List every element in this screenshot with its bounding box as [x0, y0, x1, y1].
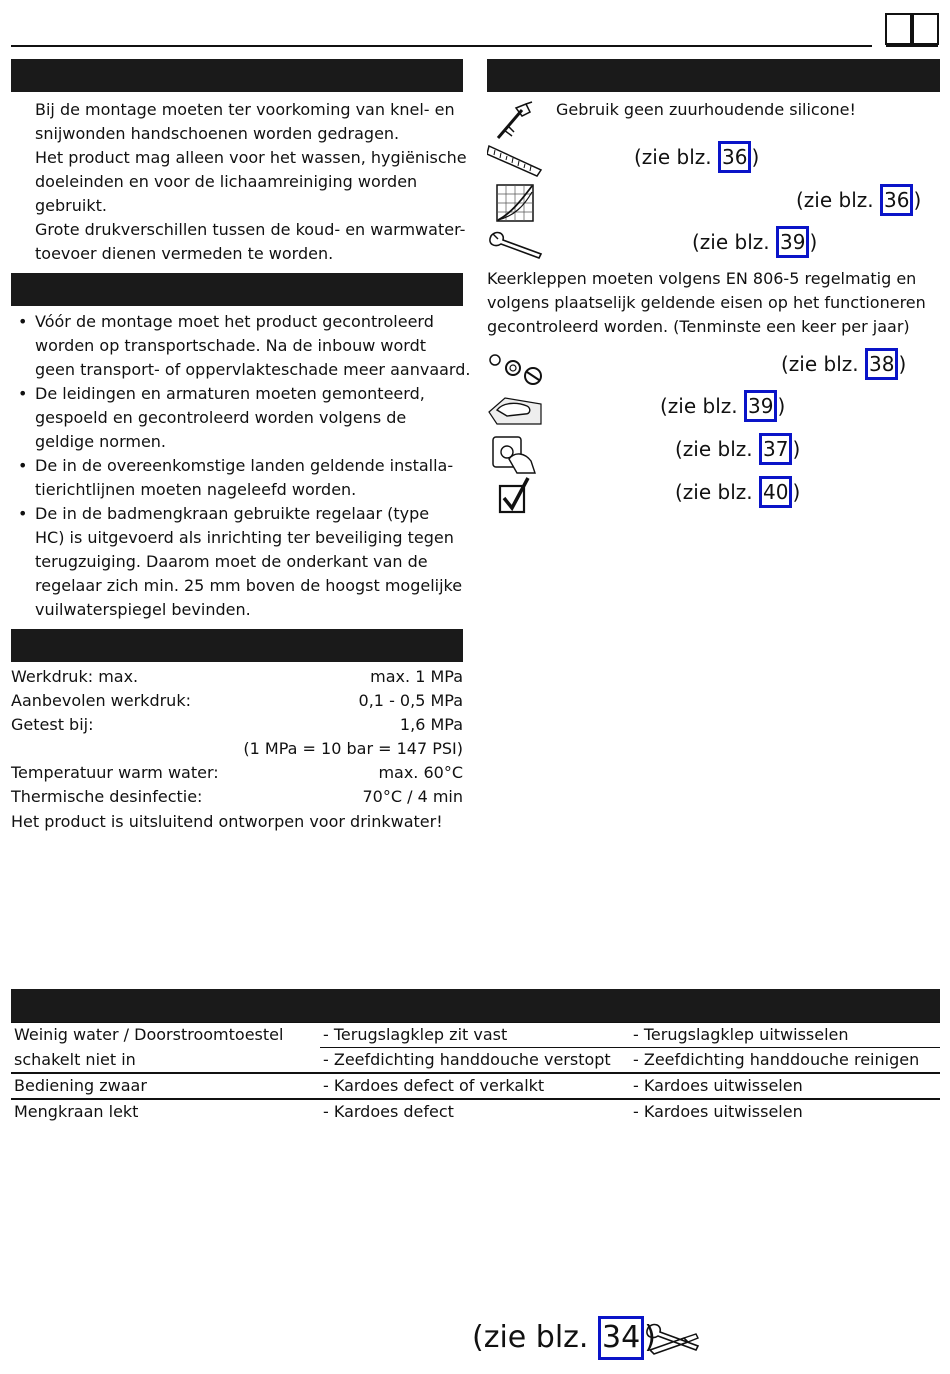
problem-cell: Mengkraan lekt: [14, 1102, 139, 1121]
troubleshooting-table: [11, 1022, 940, 1124]
problem-cell: schakelt niet in: [14, 1049, 136, 1069]
footer-page-ref[interactable]: (zie blz. 34 ): [472, 1316, 656, 1360]
page-ref-wrench[interactable]: (zie blz. 39 ): [692, 226, 817, 258]
bullet-item: • Vóór de montage moet het product gecontroleerd worden op transportschade. Na de inbouw wordt geen transport- of oppervlakteschade meer aanvaard.: [18, 310, 468, 382]
section-header-safety: [11, 59, 463, 92]
page-ref-operation[interactable]: (zie blz. 37 ): [675, 433, 800, 465]
cause-cell: - Kardoes defect: [323, 1102, 454, 1121]
table-row: [11, 1073, 940, 1099]
section-header-technical-data: [11, 629, 463, 662]
page-ref-ruler[interactable]: (zie blz. 36 ): [634, 141, 759, 173]
spare-parts-icon: [487, 350, 545, 388]
bullet-item: • De leidingen en armaturen moeten gemonteerd, gespoeld en gecontroleerd worden volgens de geldige normen.: [18, 382, 468, 454]
safety-text: Bij de montage moeten ter voorkoming van knel- en snijwonden handschoenen worden gedragen. Het product mag alleen voor het wassen, hygiënische doeleinden en voor de lichaamreiniging worden gebruikt. Grote drukverschillen tussen de koud- en warmwater- toevoer dienen vermeden te worden.: [35, 100, 467, 263]
open-book-icon: [884, 10, 940, 48]
page-ref-flow-diagram[interactable]: (zie blz. 36 ): [796, 184, 921, 216]
section-header-mounting-instructions: [487, 59, 940, 92]
spec-row: Temperatuur warm water: max. 60°C: [11, 763, 463, 782]
cause-cell: - Kardoes defect of verkalkt: [323, 1076, 545, 1095]
silicone-gun-icon: [492, 100, 536, 142]
problem-cell: Bediening zwaar: [14, 1076, 147, 1095]
spec-row: (1 MPa = 10 bar = 147 PSI): [243, 739, 463, 758]
header-rule: [11, 45, 872, 47]
silicone-warning: Gebruik geen zuurhoudende silicone!: [556, 100, 856, 119]
table-row: [11, 1099, 940, 1124]
flow-diagram-icon: [496, 184, 534, 222]
table-row: [11, 1048, 940, 1074]
remedy-cell: - Kardoes uitwisselen: [633, 1076, 803, 1095]
remedy-cell: - Zeefdichting handdouche reinigen: [630, 1048, 940, 1074]
measuring-ruler-icon: [487, 142, 543, 178]
spec-row: Getest bij: 1,6 MPa: [11, 715, 463, 734]
cleaning-hand-icon: [487, 390, 545, 428]
table-row: [11, 1023, 940, 1048]
tools-icon: [644, 1320, 702, 1358]
drinking-water-note: Het product is uitsluitend ontworpen voor drinkwater!: [11, 812, 443, 831]
bullet-item: • De in de overeenkomstige landen geldende installa- tierichtlijnen moeten nageleefd worden.: [18, 454, 468, 502]
spec-row: Aanbevolen werkdruk: 0,1 - 0,5 MPa: [11, 691, 463, 710]
bullet-item: • De in de badmengkraan gebruikte regelaar (type HC) is uitgevoerd als inrichting ter beveiliging tegen terugzuiging. Daarom moet de onderkant van de regelaar zich min. 25 mm boven de hoogst mogelijke vuilwaterspiegel bevinden.: [18, 502, 468, 622]
section-header-mounting-notes: [11, 273, 463, 306]
operating-hand-icon: [491, 433, 539, 475]
wrench-icon: [487, 230, 545, 260]
mounting-bullets: [18, 310, 471, 622]
page-ref-check[interactable]: (zie blz. 40 ): [675, 476, 800, 508]
page-ref-cleaning[interactable]: (zie blz. 39 ): [660, 390, 785, 422]
spec-row: Werkdruk: max. max. 1 MPa: [11, 667, 463, 686]
section-header-troubleshooting: [11, 989, 940, 1022]
remedy-cell: - Terugslagklep uitwisselen: [633, 1025, 849, 1044]
remedy-cell: - Kardoes uitwisselen: [633, 1102, 803, 1121]
spec-row: Thermische desinfectie: 70°C / 4 min: [11, 787, 463, 806]
page-ref-spare-parts[interactable]: (zie blz. 38 ): [781, 348, 906, 380]
cause-cell: - Zeefdichting handdouche verstopt: [320, 1048, 630, 1074]
problem-cell: Weinig water / Doorstroomtoestel: [14, 1025, 284, 1044]
cause-cell: - Terugslagklep zit vast: [323, 1025, 508, 1044]
checkbox-checked-icon: [498, 476, 532, 516]
check-valve-text: Keerkleppen moeten volgens EN 806-5 regelmatig en volgens plaatselijk geldende eisen op het functioneren gecontroleerd worden. (Tenminste een keer per jaar): [487, 269, 926, 336]
